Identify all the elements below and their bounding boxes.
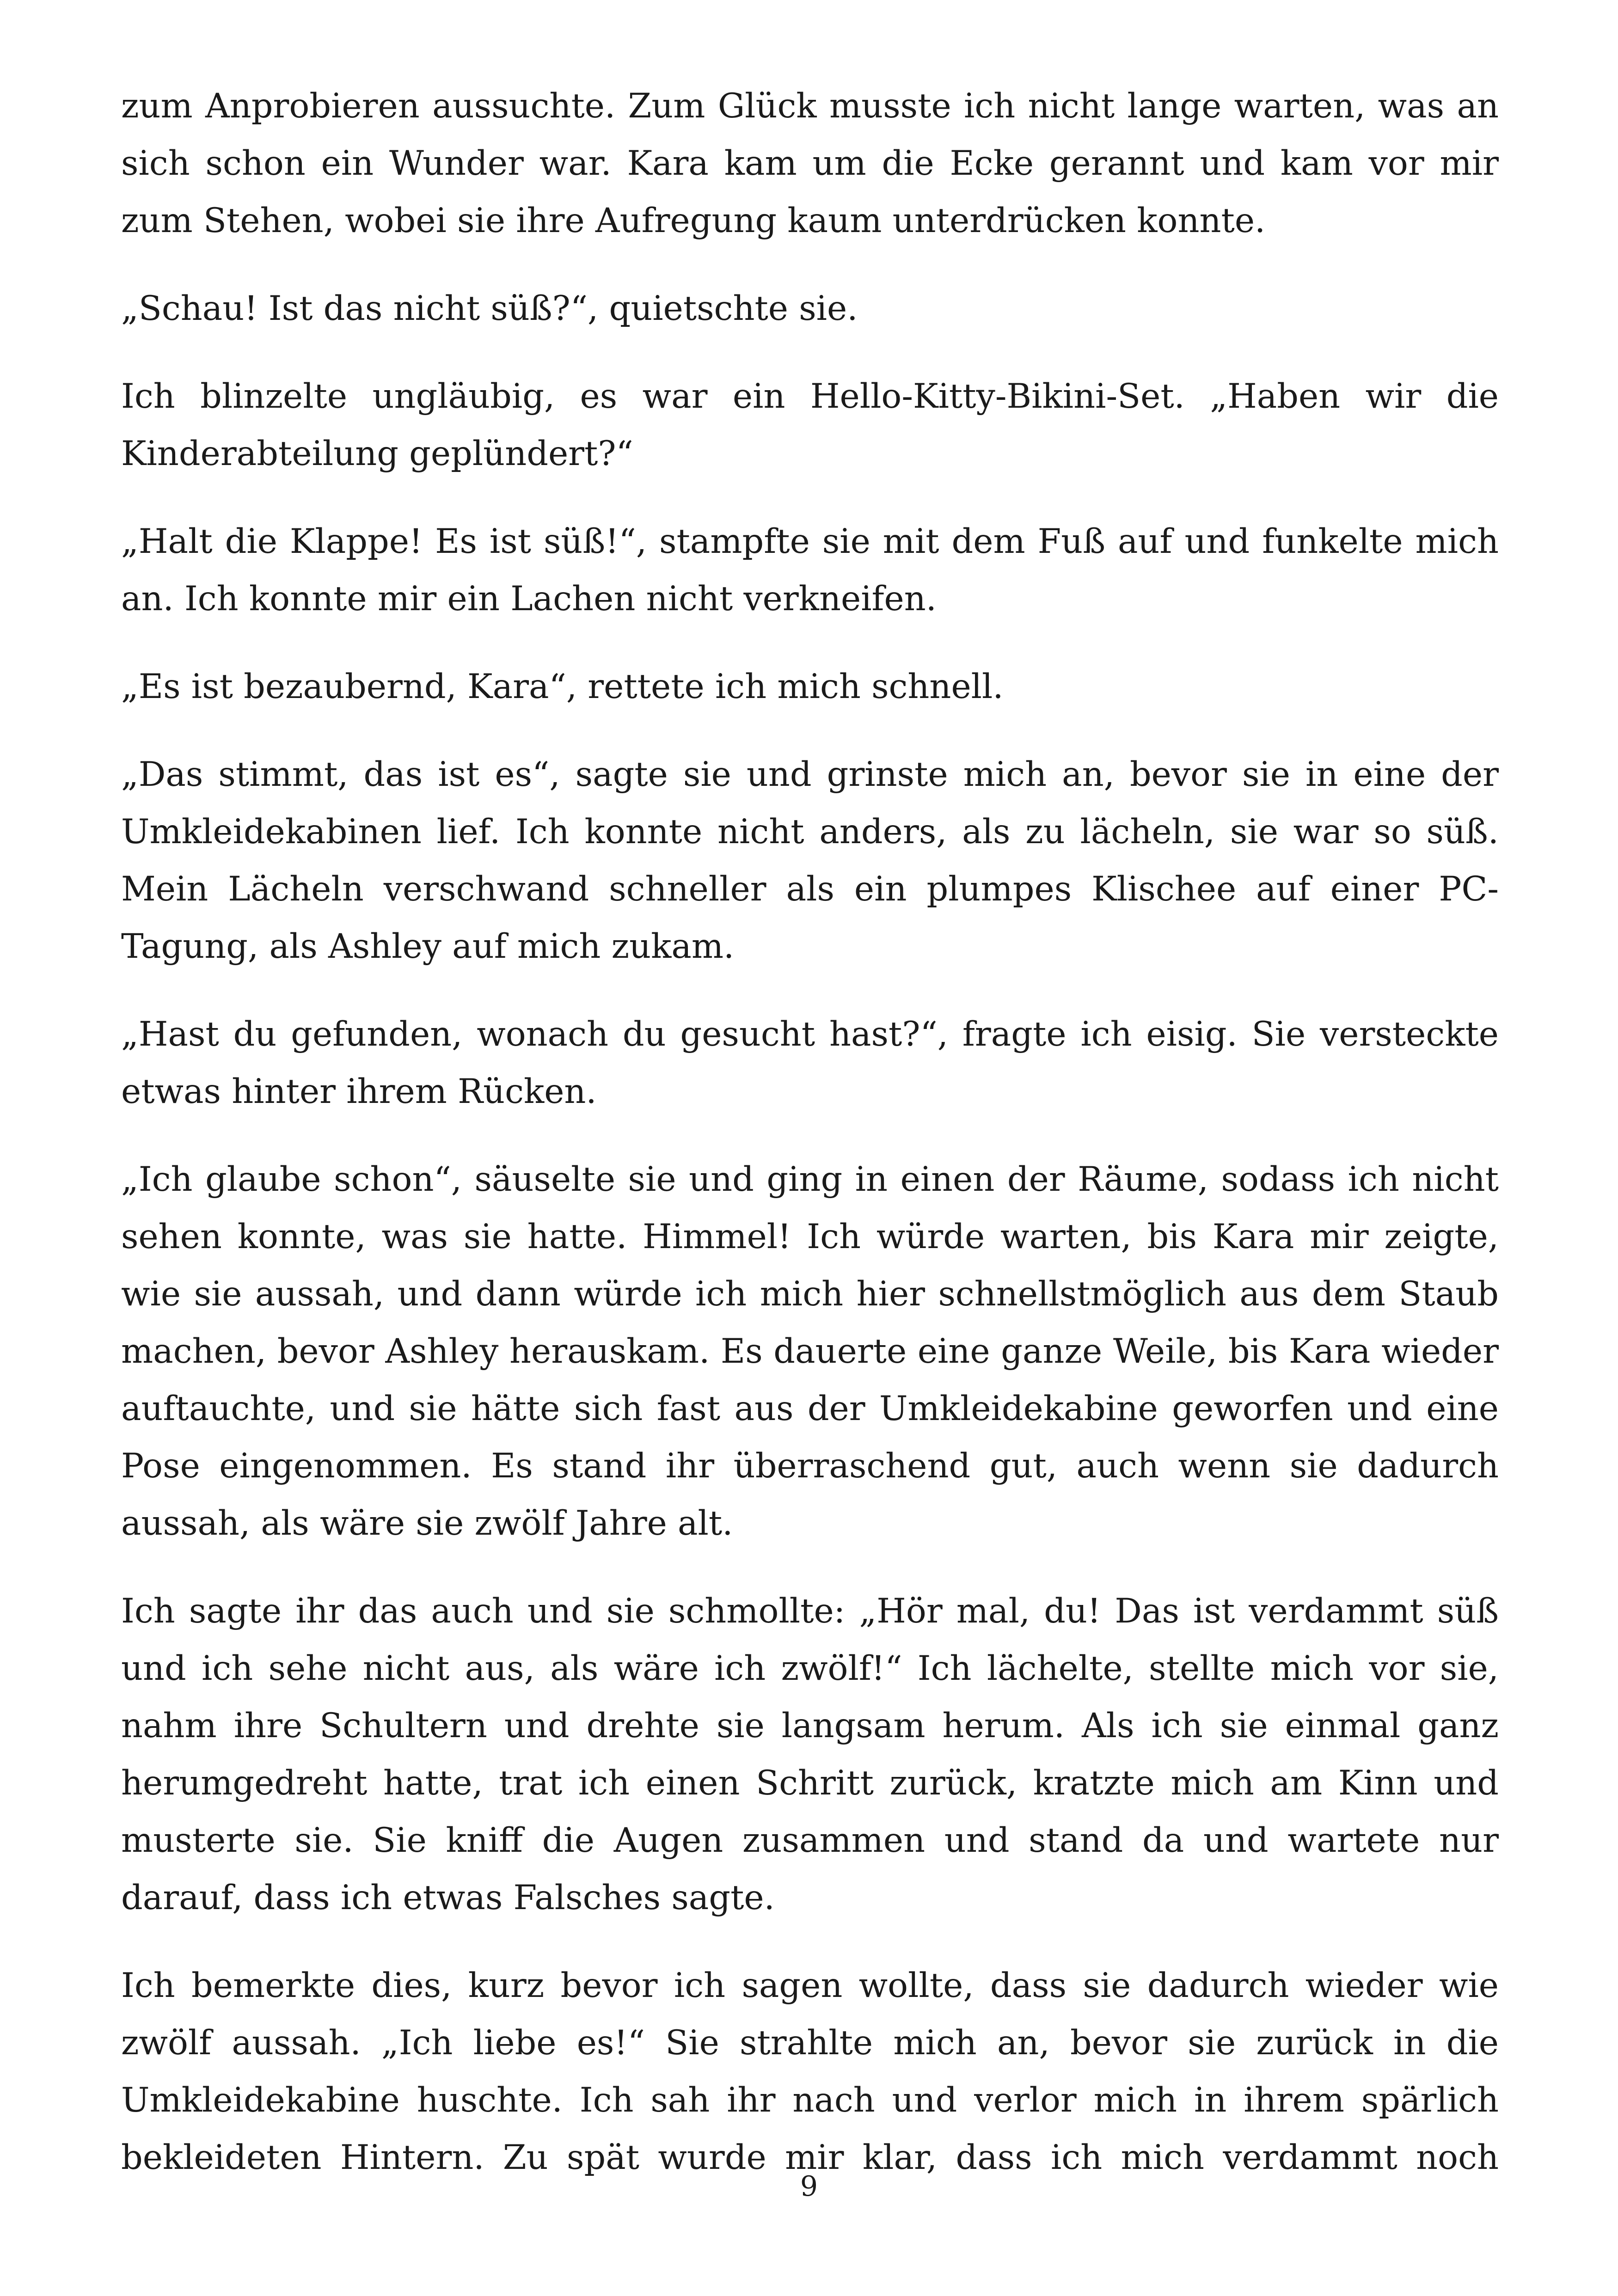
paragraph: „Ich glaube schon“, säuselte sie und ging in einen der Räume, sodass ich nicht sehen konnte, was sie hatte. Himmel! Ich würde warten, bis Kara mir zeigte, wie sie aussah, und dann würde ich mich hier schnellstmöglich aus dem Staub machen, bevor Ashley herauskam. Es dauerte eine ganze Weile, bis Kara wieder auftauchte, und sie hätte sich fast aus der Umkleidekabine geworfen und eine Pose eingenommen. Es stand ihr überraschend gut, auch wenn sie dadurch aussah, als wäre sie zwölf Jahre alt. [121,1160,1499,1543]
paragraph: „Es ist bezaubernd, Kara“, rettete ich mich schnell. [121,667,1004,706]
paragraph: „Schau! Ist das nicht süß?“, quietschte sie. [121,289,858,328]
paragraph: „Halt die Klappe! Es ist süß!“, stampfte sie mit dem Fuß auf und funkelte mich an. Ich konnte mir ein Lachen nicht verkneifen. [121,522,1499,618]
page-number: 9 [800,2170,818,2203]
paragraph: „Das stimmt, das ist es“, sagte sie und grinste mich an, bevor sie in eine der Umkleidekabinen lief. Ich konnte nicht anders, als zu lächeln, sie war so süß. Mein Lächeln verschwand schneller als ein plumpes Klischee auf einer PC-Tagung, als Ashley auf mich zukam. [121,755,1499,966]
paragraph: Ich bemerkte dies, kurz bevor ich sagen wollte, dass sie dadurch wieder wie zwölf aussah. „Ich liebe es!“ Sie strahlte mich an, bevor sie zurück in die Umkleidekabine huschte. Ich sah ihr nach und verlor mich in ihrem spärlich bekleideten Hintern. Zu spät wurde mir klar, dass ich mich verdammt noch [121,1966,1499,2177]
paragraph: zum Anprobieren aussuchte. Zum Glück musste ich nicht lange warten, was an sich schon ein Wunder war. Kara kam um die Ecke gerannt und kam vor mir zum Stehen, wobei sie ihre Aufregung kaum unterdrücken konnte. [121,86,1499,240]
page-body [121,78,1499,2186]
paragraph: „Hast du gefunden, wonach du gesucht hast?“, fragte ich eisig. Sie versteckte etwas hinter ihrem Rücken. [121,1015,1499,1111]
paragraph: Ich blinzelte ungläubig, es war ein Hello-Kitty-Bikini-Set. „Haben wir die Kinderabteilung geplündert?“ [121,377,1499,473]
paragraph: Ich sagte ihr das auch und sie schmollte: „Hör mal, du! Das ist verdammt süß und ich sehe nicht aus, als wäre ich zwölf!“ Ich lächelte, stellte mich vor sie, nahm ihre Schultern und drehte sie langsam herum. Als ich sie einmal ganz herumgedreht hatte, trat ich einen Schritt zurück, kratzte mich am Kinn und musterte sie. Sie kniff die Augen zusammen und stand da und wartete nur darauf, dass ich etwas Falsches sagte. [121,1592,1499,1917]
